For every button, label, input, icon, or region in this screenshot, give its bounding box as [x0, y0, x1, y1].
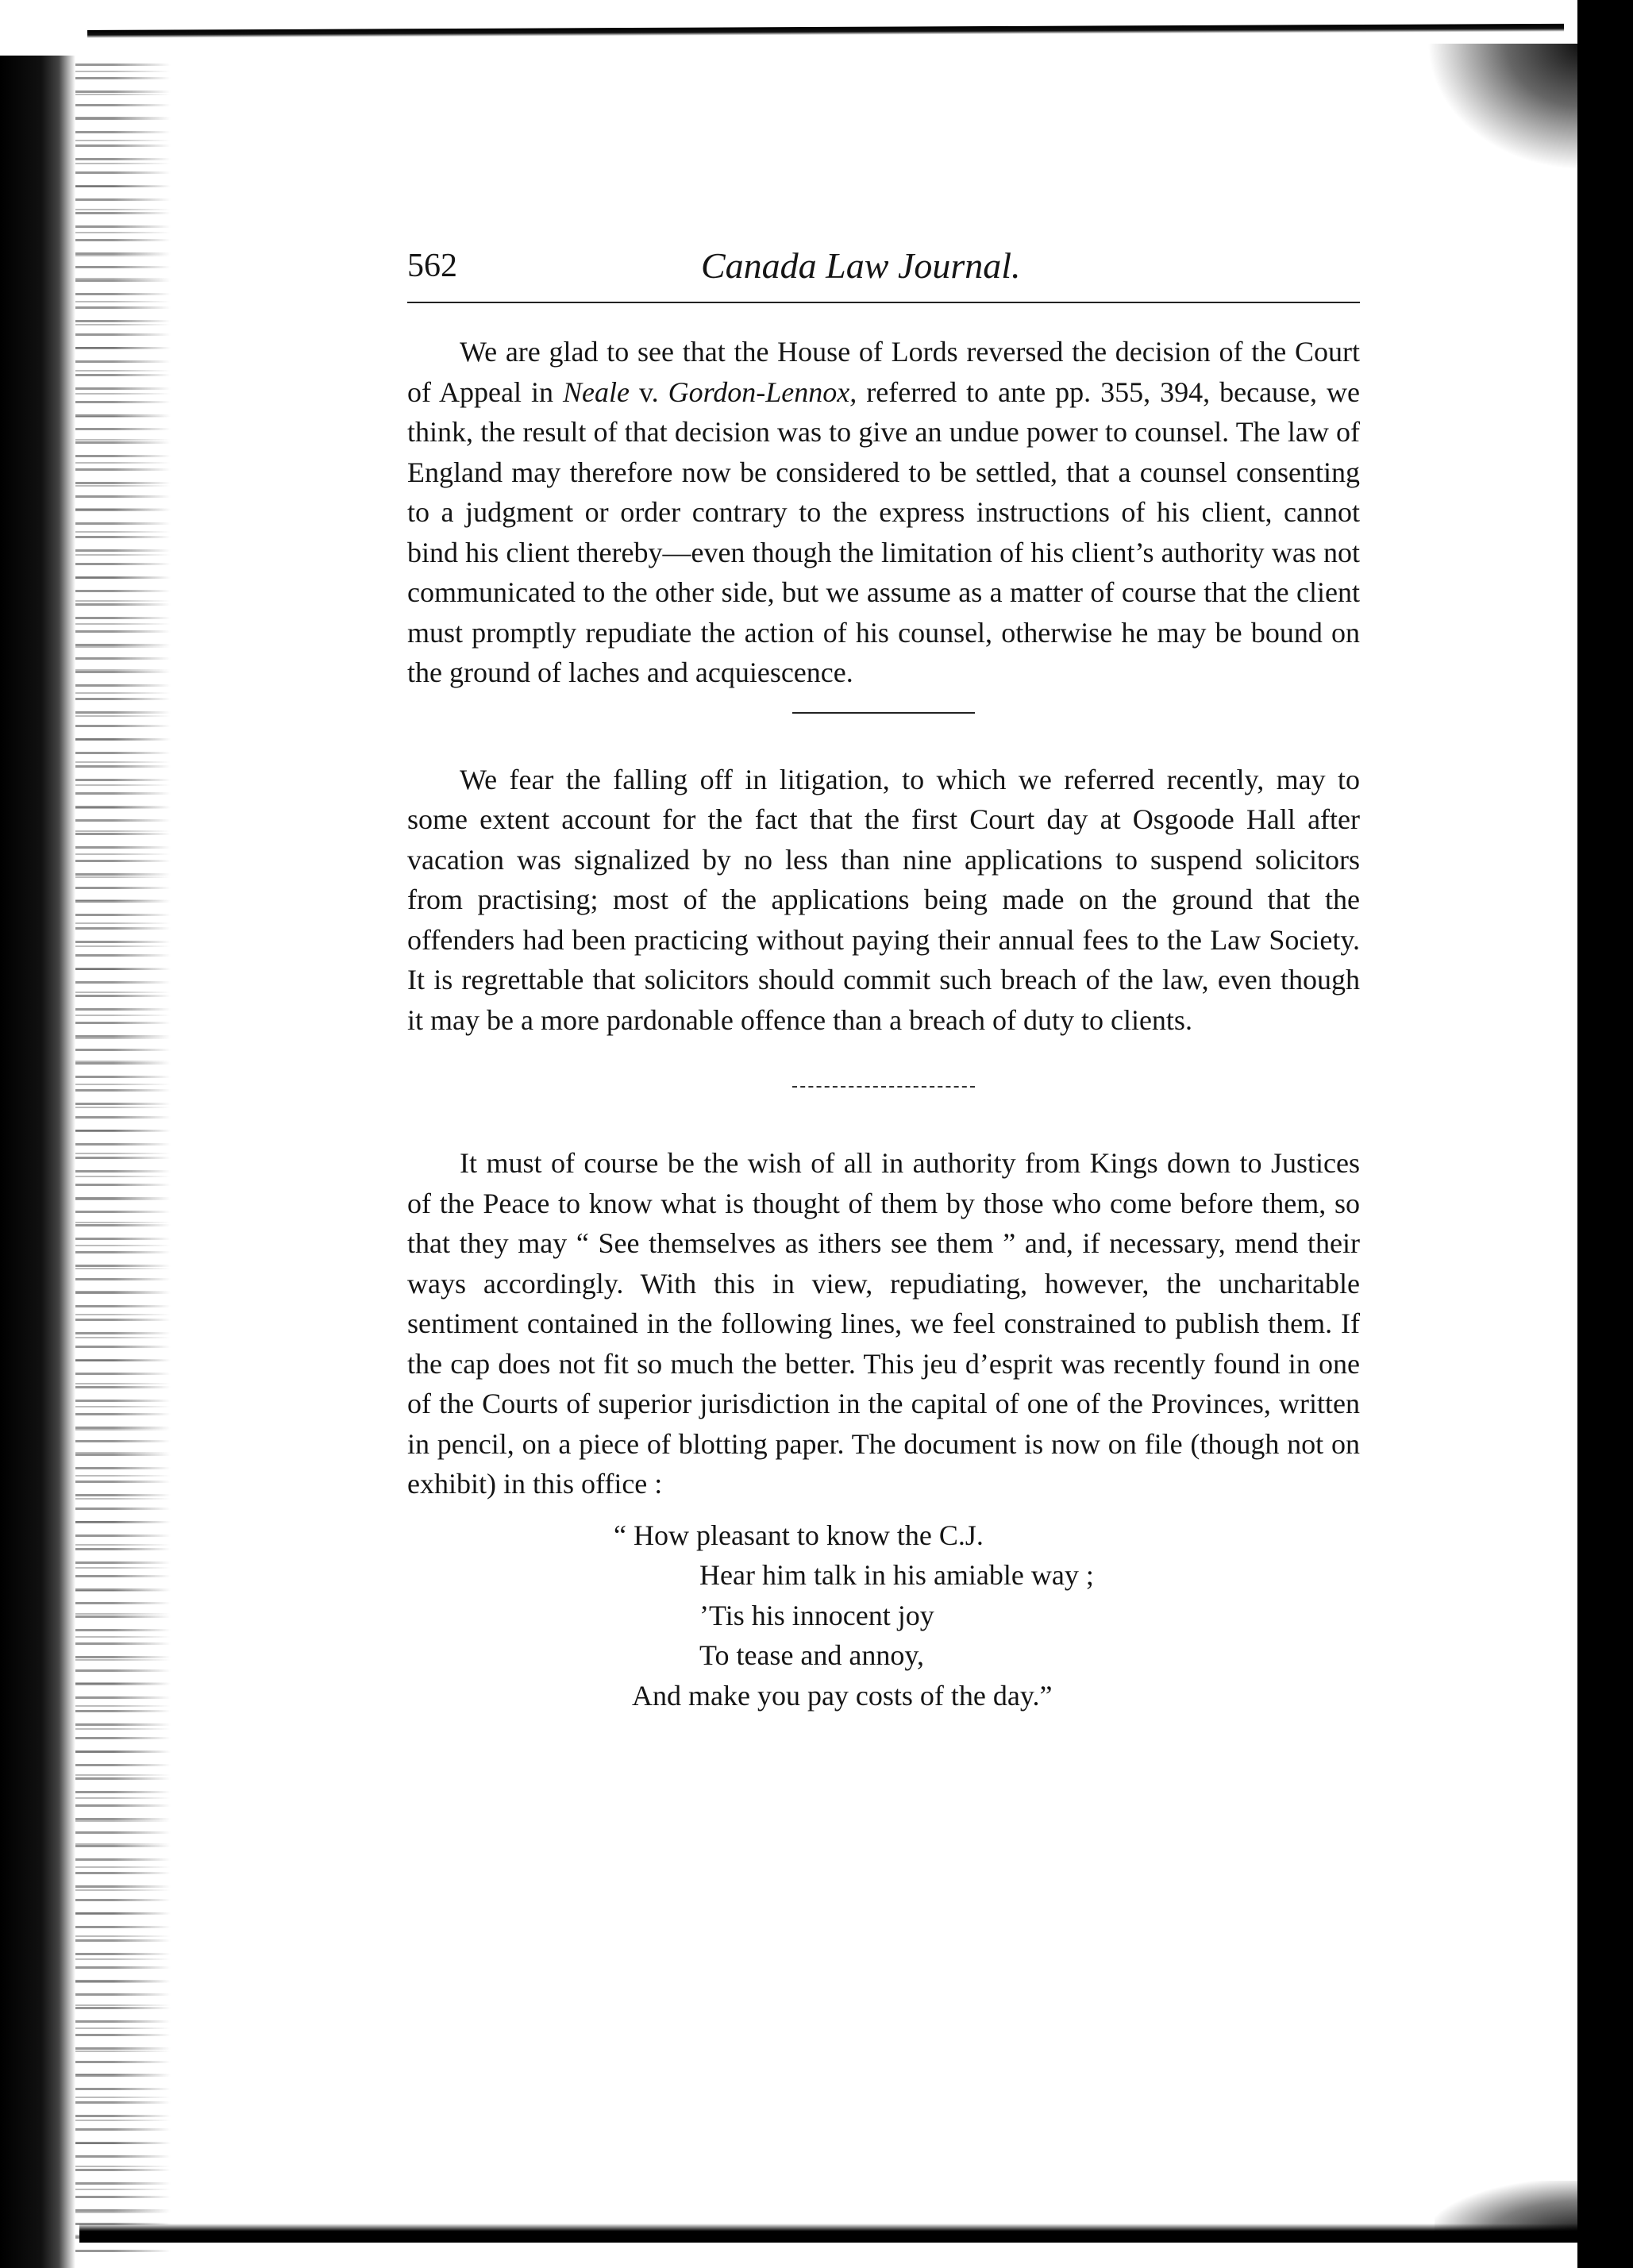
verse-line-3: ’Tis his innocent joy [699, 1599, 934, 1631]
case-name-neale: Neale [562, 375, 630, 408]
scan-binding-shadow [0, 56, 75, 2268]
section-separator [792, 712, 975, 714]
scan-right-edge [1577, 0, 1633, 2268]
paragraph-text-rest: referred to ante pp. 355, 394, because, we think, the result of that decision was to give an undue power to counsel. The law of England may therefore now be considered to be settled, that a counsel consenting to a judgment or order contrary to the express instructions of his client, cannot bind his client thereby—even though the limitation of his client’s authority was not communicated to the other side, but we assume as a matter of course that the client must promptly repudiate the action of his counsel, otherwise he may be bound on the ground of laches and acquiescence. [407, 375, 1361, 688]
verse-block [407, 1515, 1360, 1716]
verse-line-4: To tease and annoy, [699, 1639, 925, 1671]
section-separator-dashed [792, 1086, 975, 1088]
paragraph-text-start: We are glad to see that the House of Lords reversed the decision of the Court of Appeal in [407, 336, 1360, 408]
verse-line-2: Hear him talk in his amiable way ; [699, 1559, 1094, 1591]
case-name-gordon-lennox: Gordon-Lennox, [668, 375, 857, 408]
scan-top-edge [87, 24, 1564, 38]
scan-binding-speckle [75, 64, 171, 2255]
verse-line-1: “ How pleasant to know the C.J. [614, 1519, 984, 1551]
scan-bottom-corner-smudge [1435, 2181, 1585, 2236]
paragraph-litigation: We fear the falling off in litigation, to which we referred recently, may to some extent account for the fact that the first Court day at Osgoode Hall after vacation was signalized by no less than nine applications to suspend solicitors from practising; most of the applications being made on the ground that the offenders had been practicing without paying their annual fees to the Law Society. It is regrettable that solicitors should commit such breach of the law, even though it may be a more pardonable offence than a breach of duty to clients. [407, 763, 1360, 1036]
case-connector: v. [629, 375, 668, 408]
journal-page [407, 238, 1360, 1715]
page-header [407, 238, 1360, 294]
scan-corner-smudge [1427, 44, 1585, 171]
page-number: 562 [407, 248, 457, 284]
paragraph-jeu-d-esprit: It must of course be the wish of all in authority from Kings down to Justices of the Peace to know what is thought of them by those who come before them, so that they may “ See themselves as ithers see them ” and, if necessary, mend their ways accordingly. With this in view, repudiating, however, the uncharitable sentiment contained in the following lines, we feel constrained to publish them. If the cap does not fit so much the better. This jeu d’esprit was recently found in one of the Courts of superior jurisdiction in the capital of one of the Provinces, written in pencil, on a piece of blotting paper. The document is now on file (though not on exhibit) in this office : [407, 1147, 1360, 1500]
header-rule [407, 302, 1360, 303]
paragraph-house-of-lords [407, 332, 1360, 693]
verse-line-5: And make you pay costs of the day.” [632, 1679, 1053, 1712]
scan-bottom-edge [79, 2224, 1588, 2243]
running-title: Canada Law Journal. [701, 245, 1021, 286]
